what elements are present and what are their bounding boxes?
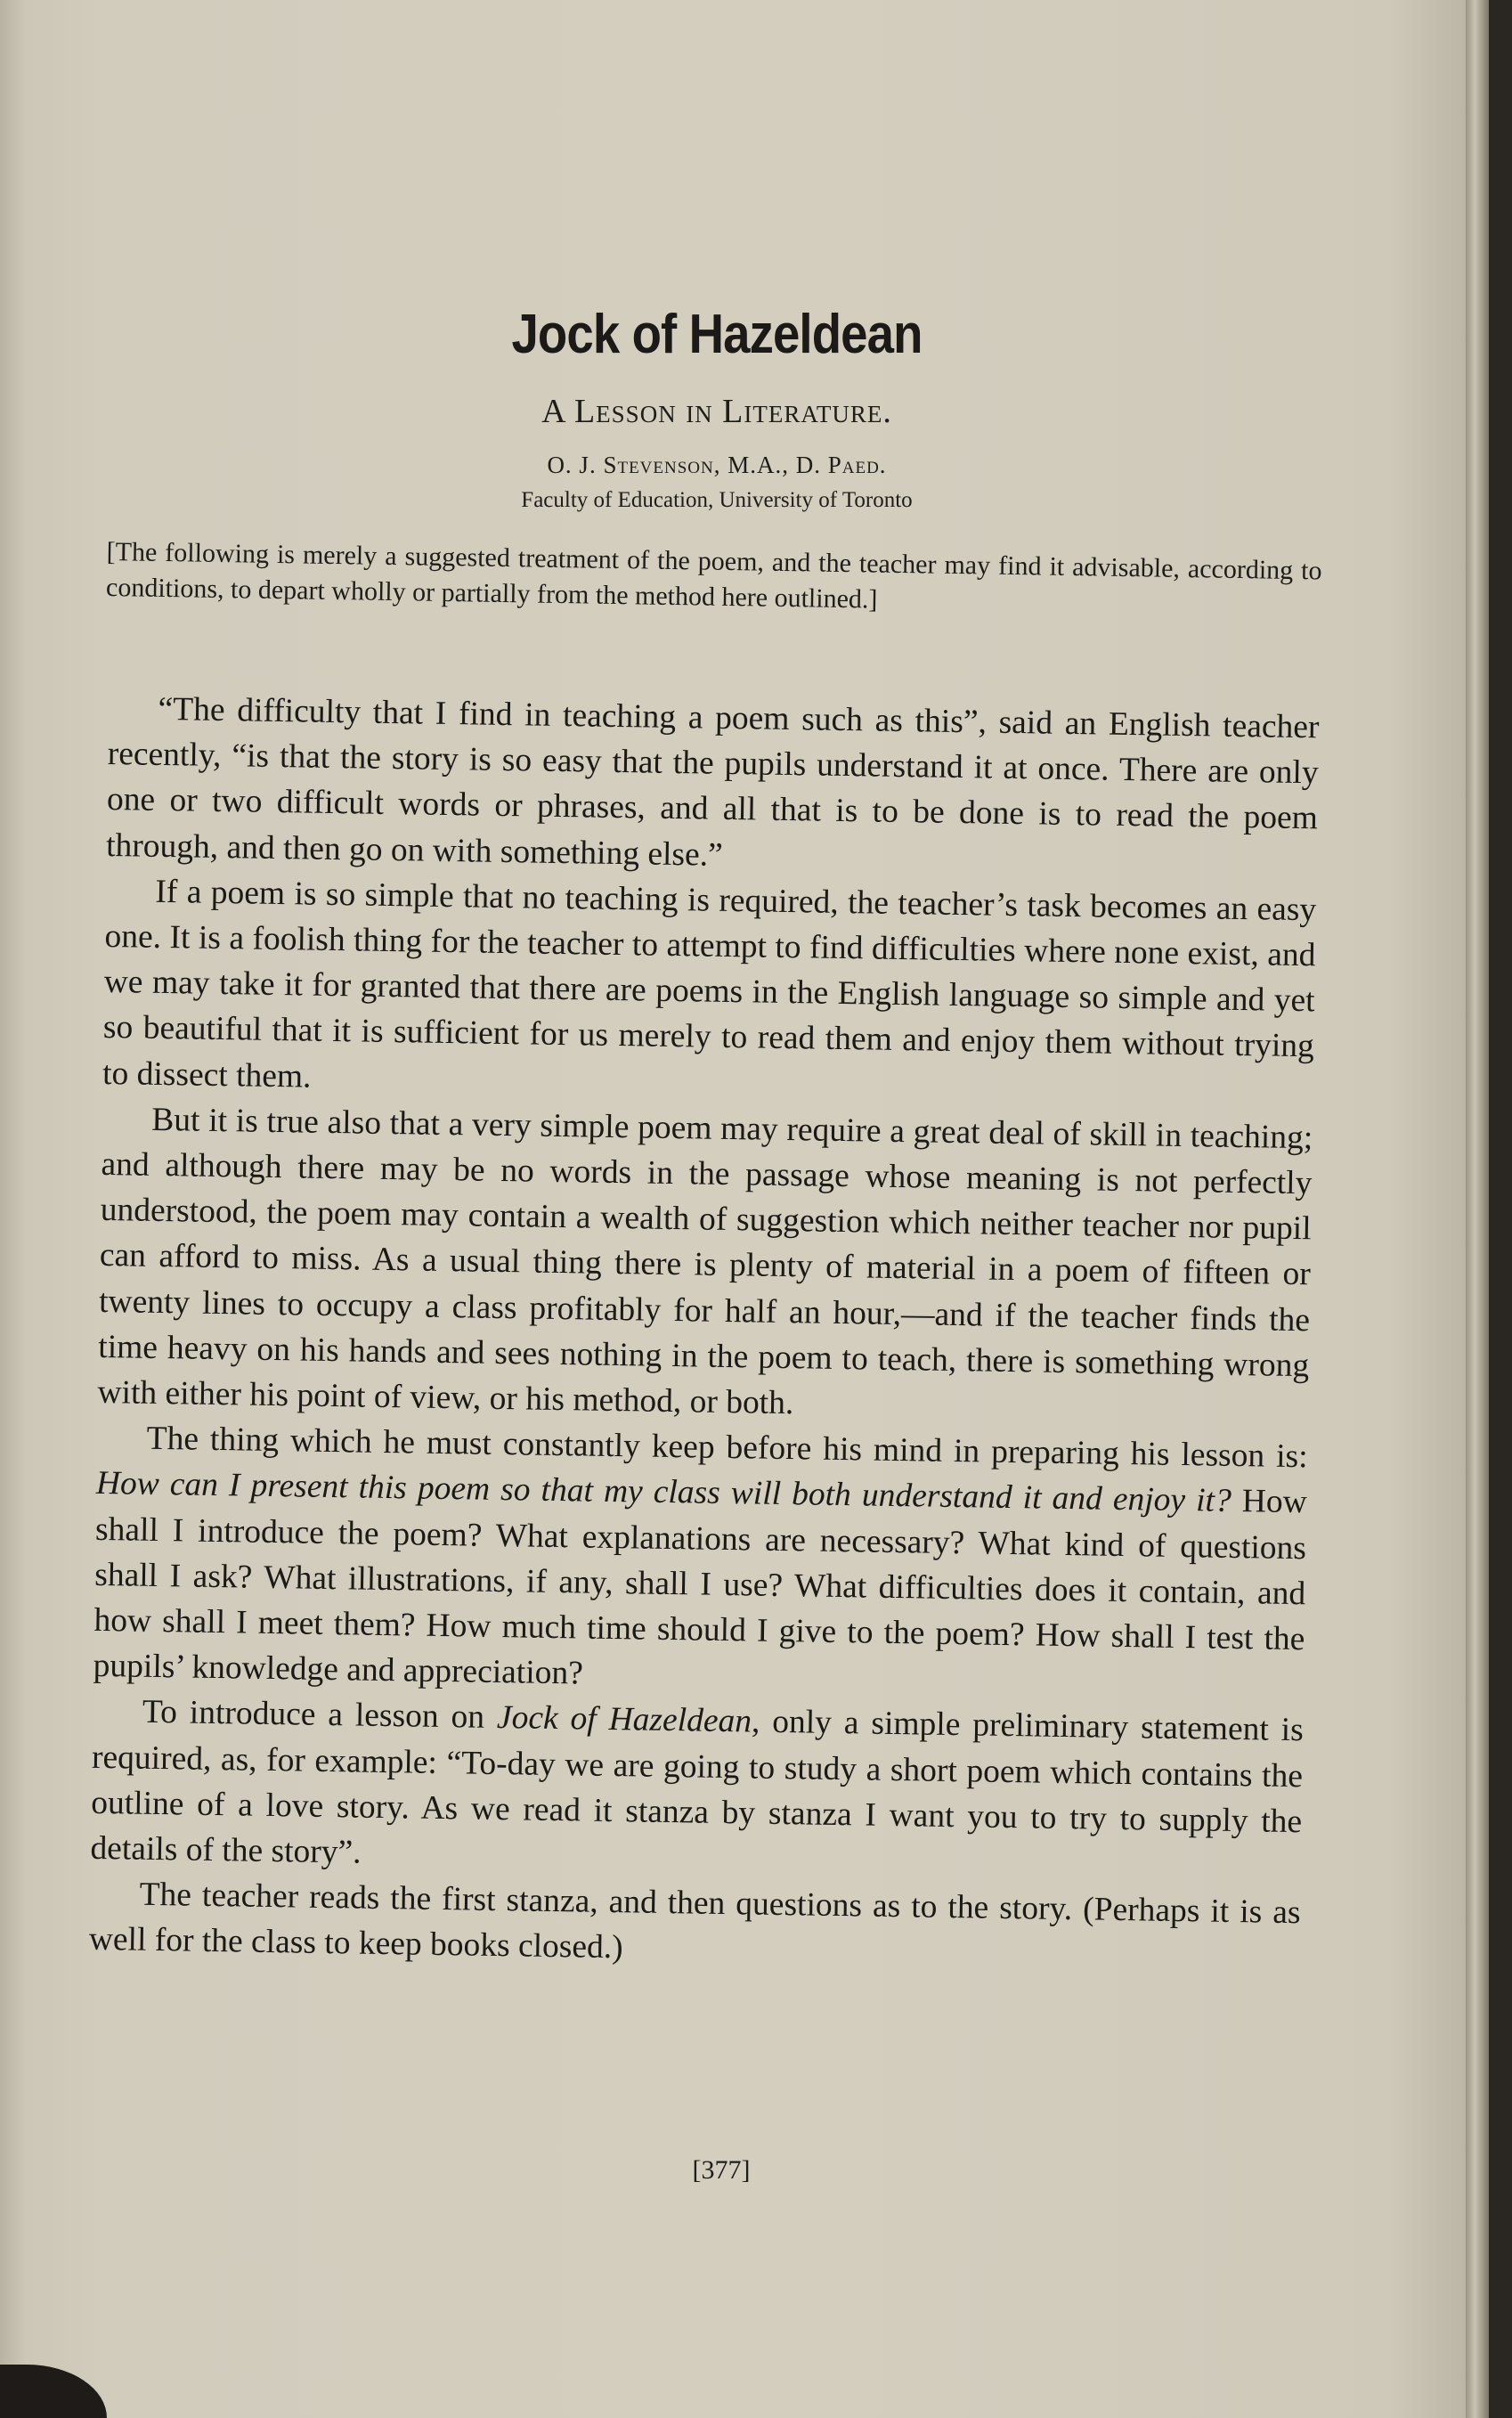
paragraph-5-rest: , only a simple preliminary statement is required, as, for example: “To-day we are going to study a short poem which contains the outline of a love story. As we read it stanza by stanza I want you to try to supply the details of the story”.: [90, 1703, 1305, 1871]
author-affiliation: Faculty of Education, University of Toronto: [521, 488, 913, 512]
page-number: [377]: [692, 2155, 751, 2185]
poem-title-reference: Jock of Hazeldean: [496, 1699, 752, 1740]
page-gutter: [1466, 0, 1489, 2418]
article-title: Jock of Hazeldean: [511, 304, 923, 365]
article-subtitle: A Lesson in Literature.: [541, 393, 892, 430]
paragraph-4: [93, 1415, 1308, 1708]
paragraph-3: But it is true also that a very simple poem may require a great deal of skill in teaching; and although there may be no words in the passage whose meaning is not perfectly understood, the poem may contain a wealth of suggestion which neither teacher nor pupil can afford to miss. As a usual thing there is plenty of material in a poem of fifteen or twenty lines to occupy a class profitably for half an hour,—and if the teacher finds the time heavy on his hands and sees nothing in the poem to teach, there is something wrong with either his point of view, or his method, or both.: [97, 1101, 1313, 1422]
paragraph-5-lead: To introduce a lesson on: [142, 1694, 498, 1737]
paragraph-4-lead: The thing which he must constantly keep before his mind in preparing his lesson is:: [146, 1421, 1308, 1476]
article-body: [88, 686, 1319, 1982]
paragraph-4-emphasis: How can I present this poem so that my class will both understand it and enjoy it?: [95, 1465, 1232, 1520]
author-line: O. J. Stevenson, M.A., D. Paed.: [547, 452, 887, 478]
paragraph-6: The teacher reads the first stanza, and then questions as to the story. (Perhaps it is as well for the class to keep books closed.): [88, 1876, 1301, 1966]
paragraph-5: [90, 1689, 1304, 1890]
editorial-note: [The following is merely a suggested treatment of the poem, and the teacher may find it advisable, according to conditions, to depart wholly or partially from the method here outlined.]: [105, 536, 1322, 615]
page-corner-shadow: [0, 2365, 107, 2418]
paragraph-4-rest: How shall I introduce the poem? What explanations are necessary? What kind of questions shall I ask? What illustrations, if any, shall I use? What difficulties does it contain, and how shall I meet them? How much time should I give to the poem? How shall I test the pupils’ knowledge and appreciation?: [93, 1483, 1308, 1692]
paragraph-1: “The difficulty that I find in teaching a poem such as this”, said an English teacher recently, “is that the story is so easy that the pupils understand it at once. There are only one or two difficult words or phrases, and all that is to be done is to read the poem through, and then go on with something else.”: [105, 690, 1320, 874]
paragraph-2: If a poem is so simple that no teaching is required, the teacher’s task becomes an easy one. It is a foolish thing for the teacher to attempt to find difficulties where none exist, and we may take it for granted that there are poems in the English language so simple and yet so beautiful that it is sufficient for us merely to read them and enjoy them without trying to dissect them.: [102, 873, 1317, 1095]
